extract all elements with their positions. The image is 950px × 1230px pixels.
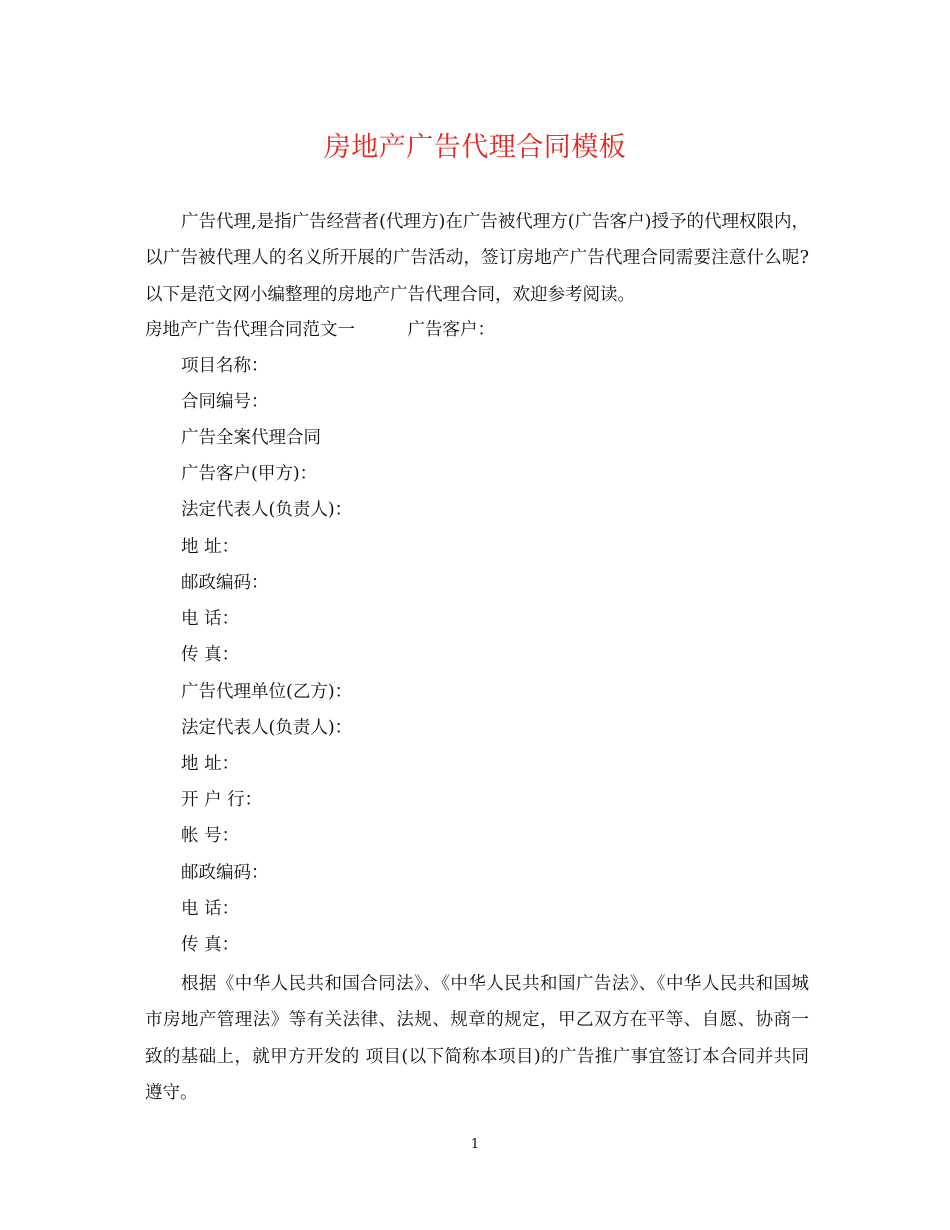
document-title: 房地产广告代理合同模板: [323, 132, 627, 163]
field-party-a-address: 地 址：: [181, 537, 240, 557]
field-project-name: 项目名称：: [181, 356, 269, 376]
field-party-b-representative: 法定代表人(负责人)：: [181, 718, 353, 738]
page-number: 1: [470, 1137, 480, 1152]
field-party-a: 广告客户(甲方)：: [181, 464, 318, 484]
intro-paragraph: 广告代理,是指广告经营者(代理方)在广告被代理方(广告客户)授予的代理权限内，以广告被代理人的名义所开展的广告活动，签订房地产广告代理合同需要注意什么呢?以下是范文网小编整理的房地产广告代理合同，欢迎参考阅读。: [145, 212, 809, 305]
field-party-a-fax: 传 真：: [181, 645, 240, 665]
field-party-b-phone: 电 话：: [181, 899, 240, 919]
field-contract-number: 合同编号：: [181, 392, 269, 412]
field-party-b: 广告代理单位(乙方)：: [181, 682, 353, 702]
field-party-b-fax: 传 真：: [181, 935, 240, 955]
contract-type-line: 广告全案代理合同: [181, 428, 321, 448]
sample-heading: 房地产广告代理合同范文一 广告客户：: [145, 320, 495, 340]
field-party-b-postcode: 邮政编码：: [181, 863, 269, 883]
field-party-a-phone: 电 话：: [181, 609, 240, 629]
field-party-b-bank: 开 户 行：: [181, 790, 263, 810]
field-party-b-account: 帐 号：: [181, 826, 240, 846]
field-party-a-postcode: 邮政编码：: [181, 573, 269, 593]
closing-paragraph: 根据《中华人民共和国合同法》、《中华人民共和国广告法》、《中华人民共和国城市房地产管理法》等有关法律、法规、规章的规定，甲乙双方在平等、自愿、协商一致的基础上，就甲方开发的 项目(以下简称本项目)的广告推广事宜签订本合同并共同遵守。: [145, 974, 809, 1103]
field-party-a-representative: 法定代表人(负责人)：: [181, 500, 353, 520]
field-party-b-address: 地 址：: [181, 754, 240, 774]
